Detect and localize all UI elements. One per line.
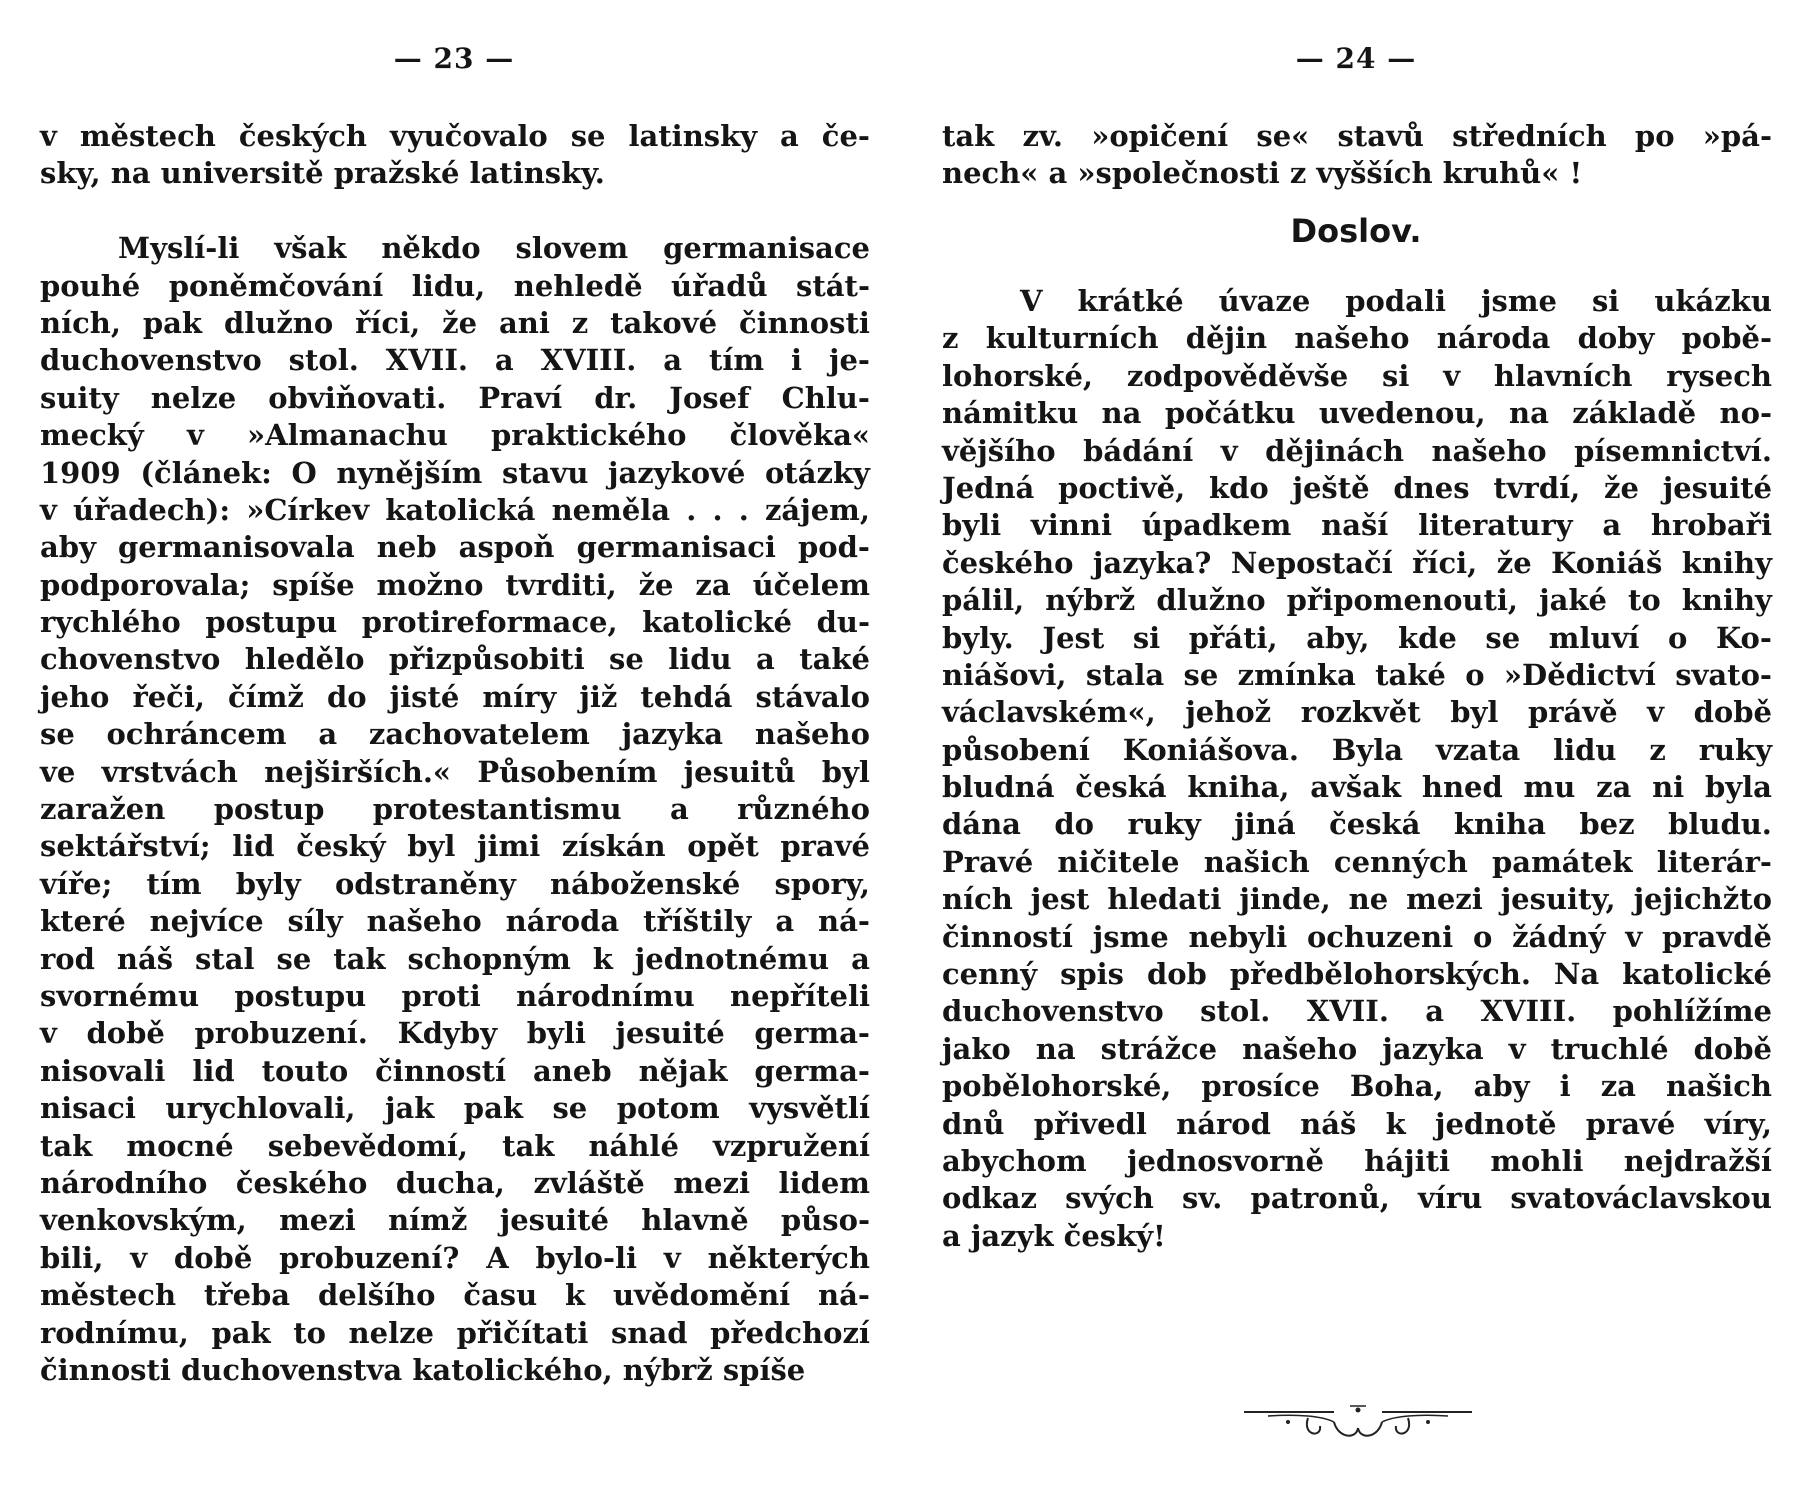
text-line: cenný spis dob předbělohorských. Na katolické bbox=[942, 957, 1772, 992]
right-page-text bbox=[942, 283, 1772, 1255]
text-line: činnosti duchovenstva katolického, nýbrž spíše bbox=[40, 1352, 806, 1387]
text-line: Myslí-li však někdo slovem germanisace bbox=[118, 231, 870, 266]
text-line: sektářství; lid český byl jimi získán opět pravé bbox=[40, 829, 870, 864]
right-page-intro-text bbox=[942, 118, 1772, 193]
text-line: zaražen postup protestantismu a různého bbox=[40, 792, 870, 827]
left-page-text bbox=[40, 118, 870, 1389]
page-number: — 23 — bbox=[393, 42, 515, 75]
text-line: tak zv. »opičení se« stavů středních po »pá- bbox=[942, 119, 1772, 153]
text-line: aby germanisovala neb aspoň germanisaci pod- bbox=[40, 530, 870, 565]
text-line: které nejvíce síly našeho národa tříštily a ná- bbox=[40, 904, 870, 939]
text-line: bludná česká kniha, avšak hned mu za ni byla bbox=[942, 770, 1772, 805]
text-line: odkaz svých sv. patronů, víru svatováclavskou bbox=[942, 1181, 1772, 1216]
text-line: ních jest hledati jinde, ne mezi jesuity, jejichžto bbox=[942, 882, 1772, 917]
text-line: venkovským, mezi nímž jesuité hlavně půso- bbox=[40, 1203, 870, 1238]
text-line: dnů přivedl národ náš k jednotě pravé víry, bbox=[942, 1106, 1772, 1141]
text-line: tak mocné sebevědomí, tak náhlé vzpružení bbox=[40, 1128, 870, 1163]
end-ornament-icon bbox=[1238, 1388, 1478, 1448]
text-line: byli vinni úpadkem naší literatury a hrobaři bbox=[942, 508, 1772, 543]
text-line: nisovali lid touto činností aneb nějak germa- bbox=[40, 1053, 870, 1088]
text-line: bili, v době probuzení? A bylo-li v některých bbox=[40, 1240, 870, 1275]
text-line: duchovenstvo stol. XVII. a XVIII. a tím i je- bbox=[40, 343, 870, 378]
text-line: niášovi, stala se zmínka také o »Dědictví svato- bbox=[942, 657, 1772, 692]
page-number: — 24 — bbox=[1295, 42, 1417, 75]
text-line: a jazyk český! bbox=[942, 1218, 1166, 1253]
text-line: suity nelze obviňovati. Praví dr. Josef Chlu- bbox=[40, 380, 870, 415]
text-line: z kulturních dějin našeho národa doby pobě- bbox=[942, 321, 1772, 356]
text-line: nech« a »společnosti z vyšších kruhů« ! bbox=[942, 156, 1583, 191]
text-line: rodnímu, pak to nelze přičítati snad předchozí bbox=[40, 1315, 870, 1350]
text-line bbox=[40, 193, 870, 230]
left-page bbox=[34, 0, 874, 1500]
text-line: lohorské, zodpověděvše si v hlavních rysech bbox=[942, 358, 1772, 393]
text-line: působení Koniášova. Byla vzata lidu z ruky bbox=[942, 732, 1772, 767]
text-line: pouhé poněmčování lidu, nehledě úřadů stát- bbox=[40, 268, 870, 303]
text-line: václavském«, jehož rozkvět byl právě v době bbox=[942, 695, 1772, 730]
text-line: v městech českých vyučovalo se latinsky a če- bbox=[40, 119, 870, 153]
text-line: dána do ruky jiná česká kniha bez bludu. bbox=[942, 807, 1772, 842]
text-line: nisaci urychlovali, jak pak se potom vysvětlí bbox=[40, 1091, 870, 1126]
text-line: abychom jednosvorně hájiti mohli nejdražší bbox=[942, 1143, 1772, 1178]
text-line: mecký v »Almanachu praktického člověka« bbox=[40, 418, 870, 453]
text-line: chovenstvo hledělo přizpůsobiti se lidu a také bbox=[40, 642, 870, 677]
section-heading: Doslov. bbox=[1290, 212, 1422, 250]
text-line: sky, na universitě pražské latinsky. bbox=[40, 156, 605, 191]
text-line: byly. Jest si přáti, aby, kde se mluví o Ko- bbox=[942, 620, 1772, 655]
text-line: pobělohorské, prosíce Boha, aby i za našich bbox=[942, 1069, 1772, 1104]
text-line: Jedná poctivě, kdo ještě dnes tvrdí, že jesuité bbox=[942, 470, 1772, 505]
text-line: duchovenstvo stol. XVII. a XVIII. pohlížíme bbox=[942, 994, 1772, 1029]
text-line: vějšího bádání v dějinách našeho písemnictví. bbox=[942, 433, 1772, 468]
text-line: rod náš stal se tak schopným k jednotnému a bbox=[40, 941, 870, 976]
text-line: se ochráncem a zachovatelem jazyka našeho bbox=[40, 717, 870, 752]
text-line: ve vrstvách nejširších.« Působením jesuitů byl bbox=[40, 754, 870, 789]
text-line: V krátké úvaze podali jsme si ukázku bbox=[1020, 284, 1772, 318]
text-line: ních, pak dlužno říci, že ani z takové činnosti bbox=[40, 305, 870, 340]
text-line: v době probuzení. Kdyby byli jesuité germa- bbox=[40, 1016, 870, 1051]
text-line: 1909 (článek: O nynějším stavu jazykové otázky bbox=[40, 455, 870, 490]
text-line: svornému postupu proti národnímu nepříteli bbox=[40, 978, 870, 1013]
text-line: národního českého ducha, zvláště mezi lidem bbox=[40, 1165, 870, 1200]
text-line: jako na strážce našeho jazyka v truchlé době bbox=[942, 1031, 1772, 1066]
text-line: pálil, nýbrž dlužno připomenouti, jaké to knihy bbox=[942, 583, 1772, 618]
text-line: v úřadech): »Církev katolická neměla . . . zájem, bbox=[40, 492, 870, 527]
text-line: jeho řeči, čímž do jisté míry již tehdá stávalo bbox=[40, 679, 870, 714]
text-line: Pravé ničitele našich cenných památek literár- bbox=[942, 844, 1772, 879]
text-line: českého jazyka? Nepostačí říci, že Koniáš knihy bbox=[942, 545, 1772, 580]
text-line: námitku na počátku uvedenou, na základě no- bbox=[942, 396, 1772, 431]
text-line: víře; tím byly odstraněny náboženské spory, bbox=[40, 866, 870, 901]
text-line: činností jsme nebyli ochuzeni o žádný v pravdě bbox=[942, 919, 1772, 954]
text-line: rychlého postupu protireformace, katolické du- bbox=[40, 605, 870, 640]
right-page bbox=[936, 0, 1776, 1500]
text-line: městech třeba delšího času k uvědomění ná- bbox=[40, 1278, 870, 1313]
text-line: podporovala; spíše možno tvrditi, že za účelem bbox=[40, 567, 870, 602]
